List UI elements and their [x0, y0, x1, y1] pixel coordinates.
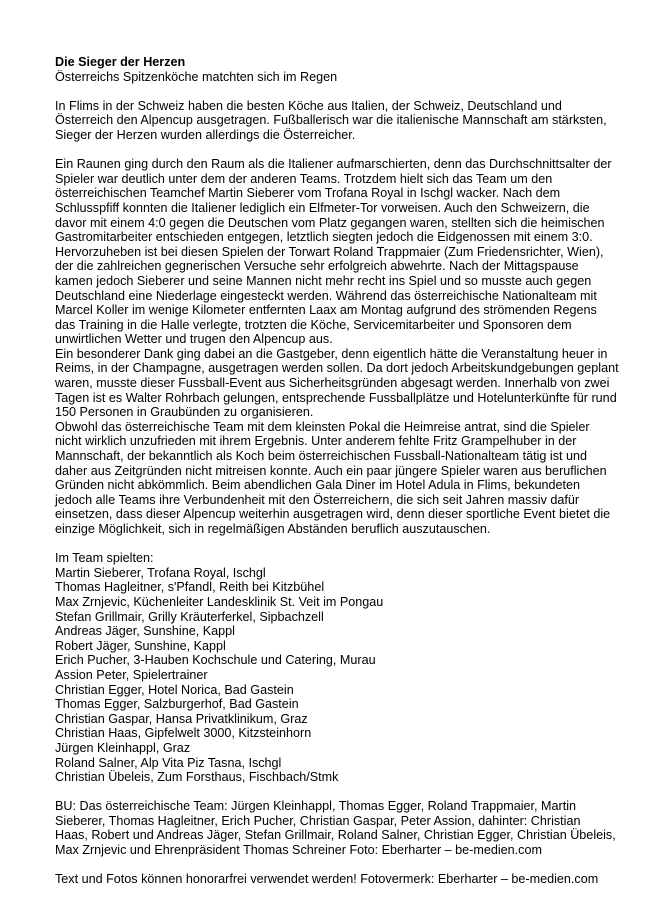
text-line: Marcel Koller im wenige Kilometer entfernten Laax am Montag aufgrund des strömenden Regens	[55, 303, 597, 318]
text-line: Schlusspfiff konnten die Italiener lediglich ein Elfmeter-Tor vorweisen. Auch den Schweizern, die	[55, 200, 590, 215]
body-paragraph	[55, 157, 619, 536]
text-line: davor mit einem 4:0 gegen die Deutschen vom Platz gegangen waren, stellten sich die heimischen	[55, 215, 605, 230]
text-line: waren, musste dieser Fussball-Event aus Sicherheitsgründen abgesagt werden. Innerhalb von zwei	[55, 376, 610, 391]
text-line: einsetzen, dass dieser Alpencup weiterhin ausgetragen wird, denn dieser sportliche Event bietet die	[55, 507, 611, 522]
text-line: Stefan Grillmair, Grilly Kräuterferkel, Sipbachzell	[55, 609, 324, 624]
text-line: Sieger der Herzen wurden allerdings die Österreicher.	[55, 127, 356, 142]
text-line: Österreich den Alpencup ausgetragen. Fußballerisch war die italienische Mannschaft am stärksten,	[55, 113, 607, 128]
team-list	[55, 566, 615, 785]
text-line: Hervorzuheben ist bei diesen Spielen der Torwart Roland Trappmaier (Zum Friedensrichter, Wien),	[55, 244, 604, 259]
document-page	[55, 55, 619, 887]
text-line: Max Zrnjevic und Ehrenpräsident Thomas Schreiner Foto: Eberharter – be-medien.com	[55, 843, 542, 858]
document-subtitle: Österreichs Spitzenköche matchten sich im Regen	[55, 69, 338, 84]
text-line: Christian Haas, Gipfelwelt 3000, Kitzsteinhorn	[55, 726, 312, 741]
text-line: Robert Jäger, Sunshine, Kappl	[55, 638, 226, 653]
text-line: Christian Egger, Hotel Norica, Bad Gastein	[55, 682, 294, 697]
text-line: Erich Pucher, 3-Hauben Kochschule und Catering, Murau	[55, 653, 376, 668]
text-line: Sieberer, Thomas Hagleitner, Erich Pucher, Christian Gaspar, Peter Assion, dahinter: Christian	[55, 813, 581, 828]
text-line: Spieler war deutlich unter dem der anderen Teams. Trotzdem hielt sich das Team um den	[55, 171, 553, 186]
spacer	[55, 143, 615, 158]
text-line: österreichischen Teamchef Martin Sieberer vom Trofana Royal in Ischgl wacker. Nach dem	[55, 186, 561, 201]
team-heading: Im Team spielten:	[55, 551, 154, 566]
text-line: das Training in die Halle verlegte, trotzten die Köche, Servicemitarbeiter und Sponsoren dem	[55, 317, 572, 332]
text-line: Mannschaft, der bekanntlich als Koch beim österreichischen Fussball-Nationalteam tätig ist und	[55, 449, 588, 464]
text-line: BU: Das österreichische Team: Jürgen Kleinhappl, Thomas Egger, Roland Trappmaier, Martin	[55, 799, 577, 814]
text-line: Christian Gaspar, Hansa Privatklinikum, Graz	[55, 711, 308, 726]
text-line: Gastromitarbeiter entschieden entgegen, letztlich siegten jedoch die Eidgenossen mit einem 3:0.	[55, 230, 593, 245]
text-line: Ein Raunen ging durch den Raum als die Italiener aufmarschierten, denn das Durchschnittsalter der	[55, 157, 612, 172]
document-title: Die Sieger der Herzen	[55, 55, 186, 69]
text-line: der die zahlreichen gegnerischen Versuche sehr erfolgreich abwehrte. Nach der Mittagspause	[55, 259, 579, 274]
text-line: einzige Möglichkeit, sich in regelmäßigen Abständen beruflich auszutauschen.	[55, 522, 491, 536]
photo-caption	[55, 799, 615, 857]
text-line: Andreas Jäger, Sunshine, Kappl	[55, 624, 235, 639]
text-line: In Flims in der Schweiz haben die besten Köche aus Italien, der Schweiz, Deutschland und	[55, 98, 562, 113]
spacer	[55, 858, 615, 873]
text-line: Assion Peter, Spielertrainer	[55, 667, 208, 682]
text-line: nicht wirklich unzufrieden mit ihrem Ergebnis. Unter anderem fehlte Fritz Grampelhuber in der	[55, 434, 577, 449]
text-line: Tagen ist es Walter Rohrbach gelungen, entsprechende Fussballplätze und Hotelunterkünfte für rund	[55, 390, 617, 405]
spacer	[55, 84, 615, 99]
text-line: Reims, in der Champagne, ausgetragen werden sollen. Da dort jedoch Arbeitskundgebungen geplant	[55, 361, 619, 376]
spacer	[55, 785, 615, 800]
text-line: Thomas Hagleitner, s'Pfandl, Reith bei Kitzbühel	[55, 580, 325, 595]
text-line: Roland Salner, Alp Vita Piz Tasna, Ischgl	[55, 755, 282, 770]
intro-paragraph	[55, 99, 615, 143]
text-line: kamen jedoch Sieberer und seine Mannen nicht mehr recht ins Spiel und so musste auch gegen	[55, 273, 592, 288]
text-line: daher aus Zeitgründen nicht mitreisen konnte. Auch ein paar jüngere Spieler waren aus beruflichen	[55, 463, 607, 478]
text-line: 150 Personen in Graubünden zu organisieren.	[55, 405, 314, 420]
footer-note: Text und Fotos können honorarfrei verwendet werden! Fotovermerk: Eberharter – be-medien.com	[55, 872, 599, 887]
spacer	[55, 537, 615, 552]
text-line: unwirtlichen Wetter und trugen den Alpencup aus.	[55, 332, 333, 347]
text-line: Max Zrnjevic, Küchenleiter Landesklinik St. Veit im Pongau	[55, 594, 384, 609]
text-line: Ein besonderer Dank ging dabei an die Gastgeber, denn eigentlich hätte die Veranstaltung heuer in	[55, 346, 608, 361]
text-line: jedoch alle Teams ihre Verbundenheit mit den Österreichern, die sich seit Jahren massiv dafür	[55, 492, 580, 507]
text-line: Thomas Egger, Salzburgerhof, Bad Gastein	[55, 697, 299, 712]
text-line: Martin Sieberer, Trofana Royal, Ischgl	[55, 565, 266, 580]
text-line: Haas, Robert und Andreas Jäger, Stefan Grillmair, Roland Salner, Christian Egger, Christian Übeleis,	[55, 828, 616, 843]
text-line: Obwohl das österreichische Team mit dem kleinsten Pokal die Heimreise antrat, sind die Spieler	[55, 419, 590, 434]
text-line: Jürgen Kleinhappl, Graz	[55, 740, 191, 755]
text-line: Christian Übeleis, Zum Forsthaus, Fischbach/Stmk	[55, 770, 339, 785]
text-line: Deutschland eine Niederlage eingesteckt werden. Während das österreichische Nationalteam mit	[55, 288, 597, 303]
text-line: Gründen nicht abkömmlich. Beim abendlichen Gala Diner im Hotel Adula in Flims, bekundeten	[55, 478, 581, 493]
